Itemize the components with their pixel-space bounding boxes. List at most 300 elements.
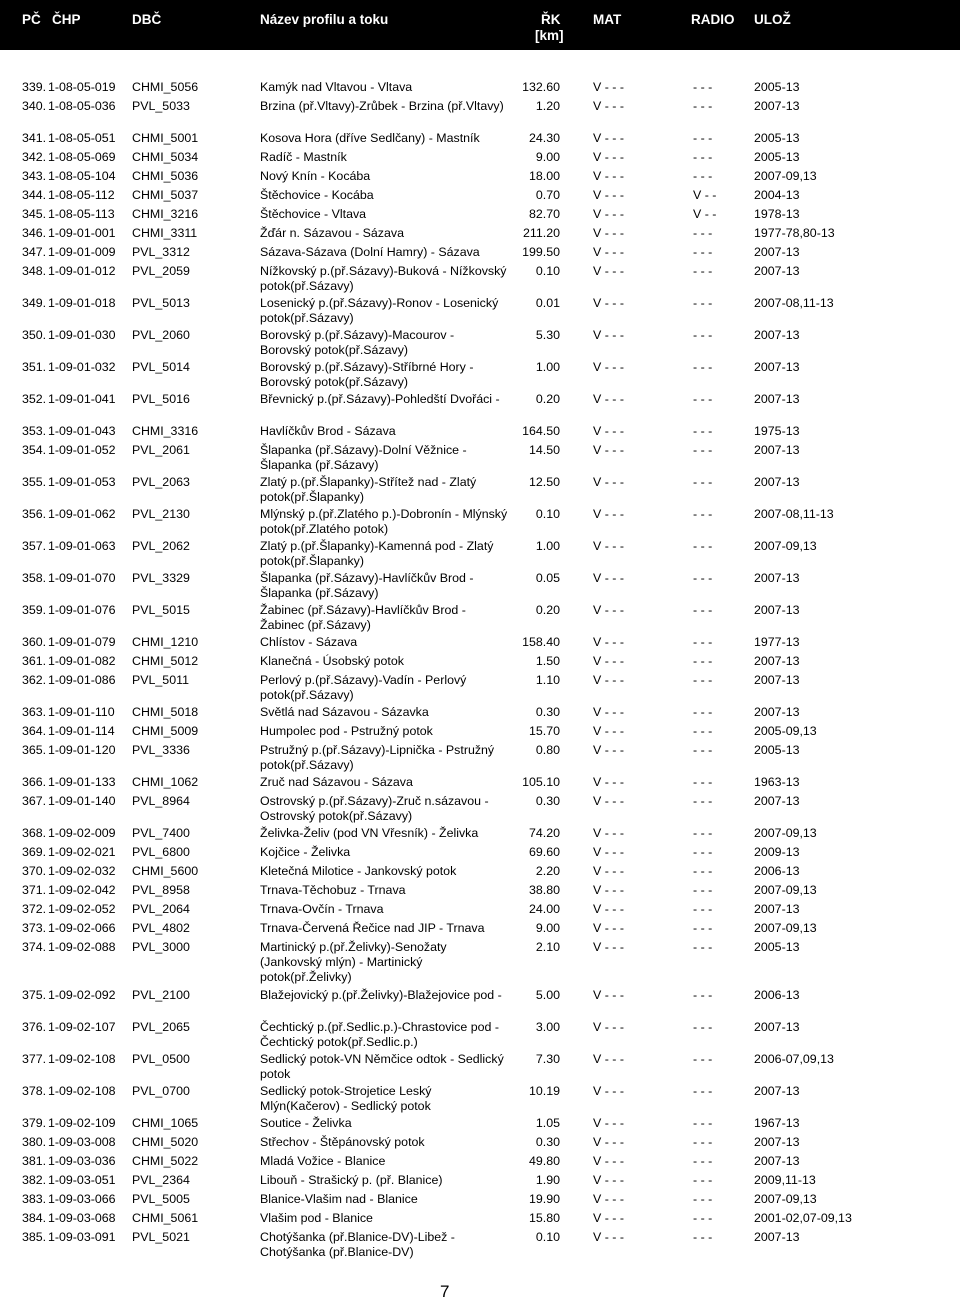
- cell-dbc: PVL_5013: [132, 296, 190, 310]
- cell-uloz: 2007-13: [754, 1230, 800, 1244]
- cell-name: Šlapanka (př.Sázavy)-Dolní Věžnice - Šlapanka (př.Sázavy): [260, 443, 467, 472]
- cell-name: Šlapanka (př.Sázavy)-Havlíčkův Brod - Šlapanka (př.Sázavy): [260, 571, 474, 600]
- cell-dbc: CHMI_5009: [132, 724, 199, 738]
- cell-rk: 74.20: [528, 826, 560, 840]
- cell-radio: - - -: [693, 988, 713, 1002]
- cell-name: Borovský p.(př.Sázavy)-Macourov - Borovský potok(př.Sázavy): [260, 328, 455, 357]
- cell-radio: - - -: [693, 539, 713, 553]
- cell-radio: - - -: [693, 921, 713, 935]
- cell-radio: - - -: [693, 1230, 713, 1244]
- table-row: [0, 940, 960, 988]
- cell-no: 384.: [22, 1211, 47, 1225]
- cell-name: Klanečná - Úsobský potok: [260, 654, 404, 668]
- cell-rk: 158.40: [522, 635, 560, 649]
- cell-uloz: 2007-13: [754, 392, 800, 406]
- cell-mat: V - - -: [593, 1230, 624, 1244]
- cell-mat: V - - -: [593, 940, 624, 954]
- cell-no: 382.: [22, 1173, 47, 1187]
- cell-rk: 0.10: [535, 1230, 560, 1244]
- cell-chp: 1-09-03-008: [48, 1135, 116, 1149]
- cell-chp: 1-09-01-041: [48, 392, 116, 406]
- table-row: [0, 988, 960, 1020]
- cell-no: 349.: [22, 296, 47, 310]
- cell-dbc: PVL_7400: [132, 826, 190, 840]
- cell-no: 366.: [22, 775, 47, 789]
- cell-mat: V - - -: [593, 1211, 624, 1225]
- header-uloz: ULOŽ: [754, 12, 791, 27]
- cell-no: 345.: [22, 207, 47, 221]
- cell-mat: V - - -: [593, 207, 624, 221]
- cell-mat: V - - -: [593, 1173, 624, 1187]
- cell-uloz: 2007-13: [754, 705, 800, 719]
- cell-uloz: 2005-13: [754, 940, 800, 954]
- cell-dbc: CHMI_1065: [132, 1116, 199, 1130]
- cell-radio: - - -: [693, 1020, 713, 1034]
- cell-uloz: 2007-13: [754, 264, 800, 278]
- cell-radio: - - -: [693, 1084, 713, 1098]
- cell-dbc: PVL_2059: [132, 264, 190, 278]
- table-row: [0, 296, 960, 328]
- cell-uloz: 2007-13: [754, 1154, 800, 1168]
- page-number: 7: [440, 1282, 450, 1301]
- cell-radio: - - -: [693, 724, 713, 738]
- cell-mat: V - - -: [593, 99, 624, 113]
- cell-radio: - - -: [693, 826, 713, 840]
- table-row: [0, 775, 960, 794]
- cell-name: Žďár n. Sázavou - Sázava: [260, 226, 404, 240]
- cell-dbc: PVL_2100: [132, 988, 190, 1002]
- cell-name: Štěchovice - Vltava: [260, 207, 367, 221]
- table-row: [0, 1211, 960, 1230]
- cell-dbc: CHMI_5022: [132, 1154, 199, 1168]
- cell-chp: 1-09-01-140: [48, 794, 116, 808]
- cell-name: Pstružný p.(př.Sázavy)-Lipnička - Pstružný potok(př.Sázavy): [260, 743, 495, 772]
- cell-dbc: PVL_0700: [132, 1084, 190, 1098]
- cell-uloz: 2005-13: [754, 743, 800, 757]
- cell-no: 357.: [22, 539, 47, 553]
- table-row: [0, 360, 960, 392]
- cell-mat: V - - -: [593, 794, 624, 808]
- cell-mat: V - - -: [593, 328, 624, 342]
- cell-chp: 1-09-03-036: [48, 1154, 116, 1168]
- cell-rk: 164.50: [522, 424, 560, 438]
- cell-rk: 1.90: [535, 1173, 560, 1187]
- cell-dbc: PVL_6800: [132, 845, 190, 859]
- cell-rk: 1.05: [535, 1116, 560, 1130]
- table-row: [0, 1154, 960, 1173]
- table-row: [0, 603, 960, 635]
- cell-chp: 1-09-01-070: [48, 571, 116, 585]
- cell-chp: 1-09-02-109: [48, 1116, 116, 1130]
- table-row: [0, 826, 960, 845]
- cell-no: 364.: [22, 724, 47, 738]
- table-header: [0, 0, 960, 50]
- cell-name: Libouň - Strašický p. (př. Blanice): [260, 1173, 443, 1187]
- cell-name: Střechov - Štěpánovský potok: [260, 1135, 425, 1149]
- cell-mat: V - - -: [593, 507, 624, 521]
- cell-name: Zlatý p.(př.Šlapanky)-Střítež nad - Zlatý potok(př.Šlapanky): [260, 475, 477, 504]
- cell-uloz: 2001-02,07-09,13: [754, 1211, 852, 1225]
- header-rk-unit: [km]: [535, 28, 564, 43]
- cell-name: Martinický p.(př.Želivky)-Senožaty (Jankovský mlýn) - Martinický potok(př.Želivky): [260, 940, 447, 984]
- cell-name: Štěchovice - Kocába: [260, 188, 374, 202]
- cell-uloz: 1975-13: [754, 424, 800, 438]
- cell-radio: - - -: [693, 150, 713, 164]
- cell-mat: V - - -: [593, 1116, 624, 1130]
- cell-no: 374.: [22, 940, 47, 954]
- cell-radio: - - -: [693, 940, 713, 954]
- cell-no: 356.: [22, 507, 47, 521]
- cell-radio: - - -: [693, 507, 713, 521]
- cell-dbc: PVL_2061: [132, 443, 190, 457]
- cell-chp: 1-09-01-086: [48, 673, 116, 687]
- cell-dbc: CHMI_5012: [132, 654, 199, 668]
- cell-dbc: PVL_8964: [132, 794, 190, 808]
- cell-mat: V - - -: [593, 296, 624, 310]
- cell-radio: - - -: [693, 883, 713, 897]
- cell-mat: V - - -: [593, 1084, 624, 1098]
- table-row: [0, 1052, 960, 1084]
- table-row: [0, 635, 960, 654]
- cell-mat: V - - -: [593, 654, 624, 668]
- cell-no: 351.: [22, 360, 47, 374]
- cell-chp: 1-09-02-009: [48, 826, 116, 840]
- cell-rk: 199.50: [522, 245, 560, 259]
- cell-no: 354.: [22, 443, 47, 457]
- cell-rk: 7.30: [535, 1052, 560, 1066]
- cell-chp: 1-09-02-042: [48, 883, 116, 897]
- cell-rk: 69.60: [528, 845, 560, 859]
- cell-name: Perlový p.(př.Sázavy)-Vadín - Perlový potok(př.Sázavy): [260, 673, 467, 702]
- cell-radio: V - -: [693, 207, 717, 221]
- cell-uloz: 1978-13: [754, 207, 800, 221]
- cell-chp: 1-09-01-043: [48, 424, 116, 438]
- cell-chp: 1-08-05-104: [48, 169, 116, 183]
- cell-rk: 0.80: [535, 743, 560, 757]
- cell-radio: - - -: [693, 1211, 713, 1225]
- cell-radio: - - -: [693, 226, 713, 240]
- cell-dbc: PVL_3000: [132, 940, 190, 954]
- cell-mat: V - - -: [593, 864, 624, 878]
- cell-rk: 1.50: [535, 654, 560, 668]
- cell-rk: 105.10: [522, 775, 560, 789]
- cell-rk: 0.05: [535, 571, 560, 585]
- cell-no: 375.: [22, 988, 47, 1002]
- cell-mat: V - - -: [593, 1052, 624, 1066]
- cell-dbc: CHMI_5020: [132, 1135, 199, 1149]
- cell-chp: 1-09-01-018: [48, 296, 116, 310]
- cell-dbc: CHMI_3311: [132, 226, 198, 240]
- cell-chp: 1-09-03-091: [48, 1230, 116, 1244]
- cell-rk: 1.20: [535, 99, 560, 113]
- cell-uloz: 2009-13: [754, 845, 800, 859]
- table-row: [0, 902, 960, 921]
- cell-radio: - - -: [693, 794, 713, 808]
- cell-name: Nížkovský p.(př.Sázavy)-Buková - Nížkovský potok(př.Sázavy): [260, 264, 507, 293]
- cell-uloz: 2007-09,13: [754, 169, 817, 183]
- cell-uloz: 1963-13: [754, 775, 800, 789]
- cell-name: Mladá Vožice - Blanice: [260, 1154, 386, 1168]
- cell-no: 365.: [22, 743, 47, 757]
- cell-dbc: PVL_8958: [132, 883, 190, 897]
- table-row: [0, 131, 960, 150]
- cell-radio: - - -: [693, 392, 713, 406]
- cell-dbc: CHMI_1062: [132, 775, 199, 789]
- cell-chp: 1-09-01-053: [48, 475, 116, 489]
- cell-no: 368.: [22, 826, 47, 840]
- cell-name: Radíč - Mastník: [260, 150, 347, 164]
- cell-chp: 1-09-01-009: [48, 245, 116, 259]
- cell-rk: 0.10: [535, 264, 560, 278]
- cell-dbc: CHMI_5056: [132, 80, 199, 94]
- cell-no: 369.: [22, 845, 47, 859]
- cell-mat: V - - -: [593, 571, 624, 585]
- table-row: [0, 424, 960, 443]
- cell-rk: 15.70: [528, 724, 560, 738]
- cell-mat: V - - -: [593, 826, 624, 840]
- cell-radio: - - -: [693, 864, 713, 878]
- cell-uloz: 2007-13: [754, 571, 800, 585]
- table-row: [0, 392, 960, 424]
- cell-rk: 5.00: [535, 988, 560, 1002]
- cell-name: Ostrovský p.(př.Sázavy)-Zruč n.sázavou - Ostrovský potok(př.Sázavy): [260, 794, 489, 823]
- cell-name: Blažejovický p.(př.Želivky)-Blažejovice pod -: [260, 988, 502, 1002]
- table-row: [0, 1116, 960, 1135]
- cell-chp: 1-09-02-108: [48, 1052, 116, 1066]
- cell-name: Humpolec pod - Pstružný potok: [260, 724, 433, 738]
- cell-uloz: 2006-13: [754, 988, 800, 1002]
- table-row: [0, 443, 960, 475]
- header-chp: ČHP: [52, 12, 81, 27]
- cell-rk: 0.30: [535, 794, 560, 808]
- table-row: [0, 864, 960, 883]
- cell-chp: 1-08-05-051: [48, 131, 116, 145]
- cell-no: 341.: [22, 131, 47, 145]
- cell-dbc: CHMI_5061: [132, 1211, 199, 1225]
- table-row: [0, 921, 960, 940]
- cell-dbc: CHMI_5037: [132, 188, 199, 202]
- cell-no: 371.: [22, 883, 47, 897]
- cell-chp: 1-08-05-019: [48, 80, 116, 94]
- cell-uloz: 2007-13: [754, 99, 800, 113]
- table-row: [0, 245, 960, 264]
- cell-no: 380.: [22, 1135, 47, 1149]
- cell-uloz: 2005-13: [754, 150, 800, 164]
- cell-no: 359.: [22, 603, 47, 617]
- cell-mat: V - - -: [593, 1154, 624, 1168]
- cell-no: 340.: [22, 99, 47, 113]
- cell-mat: V - - -: [593, 131, 624, 145]
- table-row: [0, 883, 960, 902]
- cell-mat: V - - -: [593, 264, 624, 278]
- cell-dbc: CHMI_5034: [132, 150, 199, 164]
- cell-dbc: PVL_0500: [132, 1052, 190, 1066]
- cell-no: 372.: [22, 902, 47, 916]
- cell-rk: 5.30: [535, 328, 560, 342]
- cell-radio: - - -: [693, 360, 713, 374]
- cell-radio: - - -: [693, 131, 713, 145]
- cell-rk: 14.50: [528, 443, 560, 457]
- cell-dbc: CHMI_5036: [132, 169, 199, 183]
- cell-rk: 49.80: [528, 1154, 560, 1168]
- cell-chp: 1-09-01-001: [48, 226, 116, 240]
- table-body: [0, 80, 960, 1262]
- table-row: [0, 188, 960, 207]
- table-row: [0, 207, 960, 226]
- cell-radio: - - -: [693, 743, 713, 757]
- cell-name: Sázava-Sázava (Dolní Hamry) - Sázava: [260, 245, 480, 259]
- cell-no: 350.: [22, 328, 47, 342]
- cell-chp: 1-09-01-012: [48, 264, 116, 278]
- cell-dbc: PVL_5014: [132, 360, 190, 374]
- cell-radio: - - -: [693, 169, 713, 183]
- cell-chp: 1-09-01-052: [48, 443, 116, 457]
- cell-no: 379.: [22, 1116, 47, 1130]
- cell-dbc: PVL_5021: [132, 1230, 190, 1244]
- cell-radio: - - -: [693, 328, 713, 342]
- header-pc: PČ: [22, 12, 41, 27]
- cell-uloz: 2007-09,13: [754, 826, 817, 840]
- table-row: [0, 99, 960, 131]
- cell-no: 361.: [22, 654, 47, 668]
- cell-mat: V - - -: [593, 245, 624, 259]
- cell-no: 381.: [22, 1154, 47, 1168]
- cell-name: Zruč nad Sázavou - Sázava: [260, 775, 413, 789]
- cell-rk: 18.00: [528, 169, 560, 183]
- cell-uloz: 2007-13: [754, 673, 800, 687]
- cell-no: 373.: [22, 921, 47, 935]
- cell-uloz: 2007-13: [754, 902, 800, 916]
- header-radio: RADIO: [691, 12, 735, 27]
- cell-uloz: 1977-78,80-13: [754, 226, 835, 240]
- cell-mat: V - - -: [593, 743, 624, 757]
- cell-name: Brzina (př.Vltavy)-Zrůbek - Brzina (př.Vltavy): [260, 99, 504, 113]
- cell-dbc: PVL_3312: [132, 245, 190, 259]
- cell-rk: 24.00: [528, 902, 560, 916]
- cell-no: 355.: [22, 475, 47, 489]
- cell-mat: V - - -: [593, 635, 624, 649]
- cell-radio: - - -: [693, 443, 713, 457]
- cell-mat: V - - -: [593, 424, 624, 438]
- table-row: [0, 150, 960, 169]
- cell-uloz: 2009,11-13: [754, 1173, 816, 1187]
- cell-radio: - - -: [693, 635, 713, 649]
- cell-mat: V - - -: [593, 475, 624, 489]
- cell-name: Světlá nad Sázavou - Sázavka: [260, 705, 429, 719]
- cell-chp: 1-09-02-088: [48, 940, 116, 954]
- cell-rk: 19.90: [528, 1192, 560, 1206]
- cell-uloz: 2007-09,13: [754, 1192, 817, 1206]
- cell-rk: 10.19: [528, 1084, 560, 1098]
- cell-dbc: CHMI_5600: [132, 864, 199, 878]
- cell-radio: - - -: [693, 673, 713, 687]
- cell-dbc: PVL_5016: [132, 392, 190, 406]
- cell-uloz: 1977-13: [754, 635, 800, 649]
- cell-name: Sedlický potok-VN Němčice odtok - Sedlický potok: [260, 1052, 504, 1081]
- cell-radio: V - -: [693, 188, 717, 202]
- cell-dbc: PVL_2065: [132, 1020, 190, 1034]
- cell-rk: 1.10: [535, 673, 560, 687]
- header-name: Název profilu a toku: [260, 12, 389, 27]
- cell-name: Blanice-Vlašim nad - Blanice: [260, 1192, 418, 1206]
- header-dbc: DBČ: [132, 12, 162, 27]
- cell-mat: V - - -: [593, 775, 624, 789]
- cell-radio: - - -: [693, 1192, 713, 1206]
- cell-uloz: 2007-09,13: [754, 921, 817, 935]
- cell-radio: - - -: [693, 1173, 713, 1187]
- cell-dbc: PVL_3329: [132, 571, 190, 585]
- cell-mat: V - - -: [593, 188, 624, 202]
- cell-uloz: 2007-13: [754, 1135, 800, 1149]
- cell-uloz: 2004-13: [754, 188, 800, 202]
- cell-name: Kamýk nad Vltavou - Vltava: [260, 80, 413, 94]
- cell-mat: V - - -: [593, 169, 624, 183]
- cell-dbc: PVL_2064: [132, 902, 190, 916]
- table-row: [0, 1230, 960, 1262]
- cell-radio: - - -: [693, 1052, 713, 1066]
- cell-rk: 15.80: [528, 1211, 560, 1225]
- table-row: [0, 794, 960, 826]
- cell-dbc: CHMI_5001: [132, 131, 199, 145]
- cell-no: 342.: [22, 150, 47, 164]
- table-row: [0, 328, 960, 360]
- cell-rk: 0.20: [535, 603, 560, 617]
- cell-rk: 0.10: [535, 507, 560, 521]
- cell-uloz: 2007-13: [754, 443, 800, 457]
- cell-no: 370.: [22, 864, 47, 878]
- cell-dbc: CHMI_5018: [132, 705, 199, 719]
- cell-chp: 1-09-01-110: [48, 705, 115, 719]
- cell-no: 377.: [22, 1052, 47, 1066]
- cell-dbc: CHMI_1210: [132, 635, 199, 649]
- table-row: [0, 705, 960, 724]
- cell-mat: V - - -: [593, 845, 624, 859]
- cell-radio: - - -: [693, 99, 713, 113]
- cell-name: Čechtický p.(př.Sedlic.p.)-Chrastovice pod - Čechtický potok(př.Sedlic.p.): [260, 1020, 499, 1049]
- cell-dbc: PVL_2130: [132, 507, 190, 521]
- table-row: [0, 264, 960, 296]
- cell-dbc: PVL_5033: [132, 99, 190, 113]
- cell-mat: V - - -: [593, 226, 624, 240]
- cell-uloz: 2007-13: [754, 360, 800, 374]
- cell-chp: 1-09-03-051: [48, 1173, 116, 1187]
- cell-name: Zlatý p.(př.Šlapanky)-Kamenná pod - Zlatý potok(př.Šlapanky): [260, 539, 494, 568]
- cell-radio: - - -: [693, 902, 713, 916]
- cell-uloz: 2007-13: [754, 328, 800, 342]
- cell-no: 362.: [22, 673, 47, 687]
- cell-name: Kletečná Milotice - Jankovský potok: [260, 864, 457, 878]
- cell-radio: - - -: [693, 571, 713, 585]
- cell-chp: 1-09-02-052: [48, 902, 116, 916]
- cell-chp: 1-09-02-066: [48, 921, 116, 935]
- cell-no: 383.: [22, 1192, 47, 1206]
- cell-uloz: 2007-09,13: [754, 883, 817, 897]
- cell-uloz: 2005-09,13: [754, 724, 817, 738]
- cell-uloz: 1967-13: [754, 1116, 800, 1130]
- cell-dbc: PVL_5005: [132, 1192, 190, 1206]
- cell-dbc: CHMI_3216: [132, 207, 199, 221]
- cell-dbc: CHMI_3316: [132, 424, 199, 438]
- cell-uloz: 2007-13: [754, 245, 800, 259]
- cell-uloz: 2005-13: [754, 131, 800, 145]
- cell-name: Želivka-Želiv (pod VN Vřesník) - Želivka: [260, 826, 479, 840]
- cell-name: Kojčice - Želivka: [260, 845, 351, 859]
- cell-rk: 82.70: [528, 207, 560, 221]
- cell-dbc: PVL_5015: [132, 603, 190, 617]
- cell-rk: 211.20: [523, 226, 560, 240]
- cell-rk: 0.70: [535, 188, 560, 202]
- cell-no: 344.: [22, 188, 47, 202]
